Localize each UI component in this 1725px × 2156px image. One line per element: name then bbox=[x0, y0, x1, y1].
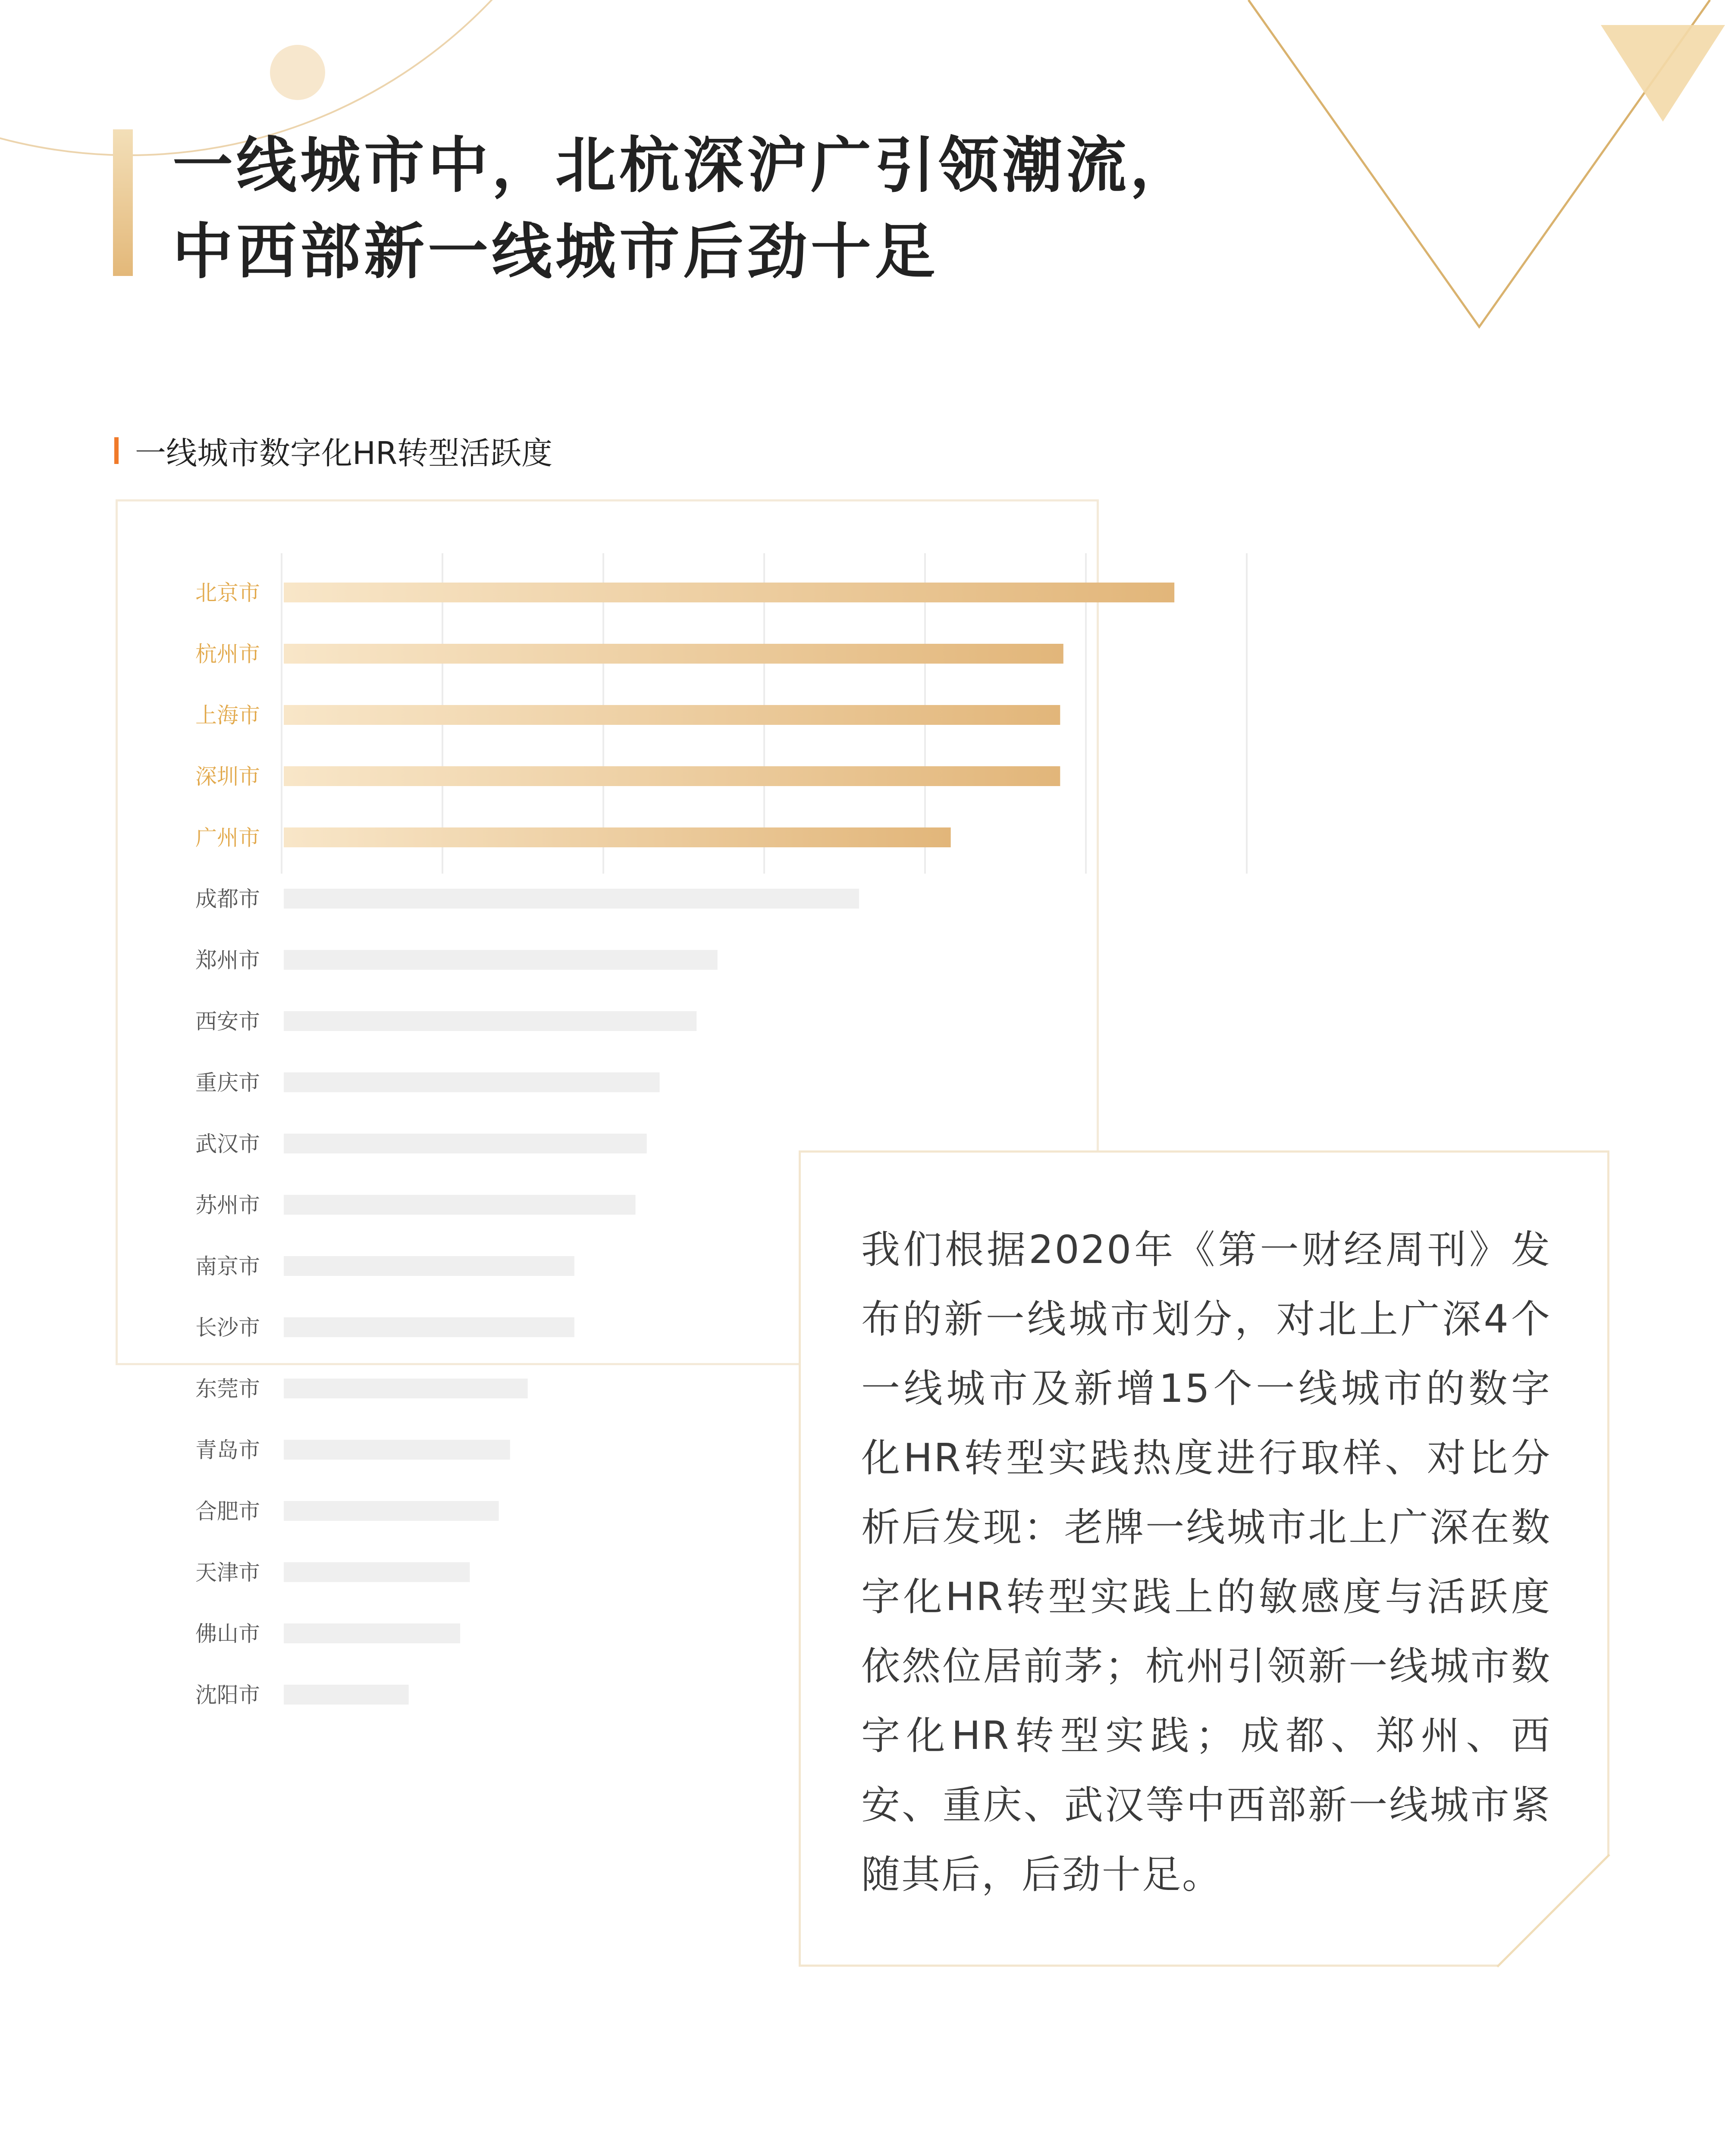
category-label-18: 佛山市 bbox=[195, 1621, 260, 1646]
category-label-15: 青岛市 bbox=[195, 1438, 260, 1463]
bar-9 bbox=[284, 1072, 660, 1092]
category-label-5: 广州市 bbox=[195, 825, 260, 850]
category-label-9: 重庆市 bbox=[195, 1070, 260, 1095]
bar-15 bbox=[284, 1440, 510, 1460]
category-label-4: 深圳市 bbox=[195, 764, 260, 789]
bar-11 bbox=[284, 1195, 636, 1215]
category-label-14: 东莞市 bbox=[195, 1376, 260, 1401]
category-label-13: 长沙市 bbox=[195, 1315, 260, 1340]
page-title bbox=[172, 123, 1194, 295]
bar-7 bbox=[284, 950, 718, 970]
description-box bbox=[799, 1150, 1609, 1967]
category-label-6: 成都市 bbox=[195, 887, 260, 912]
category-label-11: 苏州市 bbox=[195, 1193, 260, 1218]
category-label-1: 北京市 bbox=[195, 580, 260, 605]
category-label-10: 武汉市 bbox=[195, 1131, 260, 1156]
chart-heading-marker bbox=[114, 437, 119, 464]
bar-12 bbox=[284, 1256, 574, 1276]
category-label-16: 合肥市 bbox=[195, 1499, 260, 1524]
page-title-line-2: 中西部新一线城市后劲十足 bbox=[172, 217, 939, 287]
category-label-8: 西安市 bbox=[195, 1009, 260, 1034]
title-accent-bar bbox=[113, 129, 133, 276]
category-label-19: 沈阳市 bbox=[195, 1683, 260, 1708]
bar-13 bbox=[284, 1317, 574, 1337]
category-label-7: 郑州市 bbox=[195, 948, 260, 973]
bar-8 bbox=[284, 1011, 696, 1031]
bar-16 bbox=[284, 1501, 499, 1521]
category-label-12: 南京市 bbox=[195, 1254, 260, 1279]
corner-fold bbox=[1497, 1855, 1609, 1967]
bar-19 bbox=[284, 1685, 409, 1705]
bar-3 bbox=[284, 705, 1060, 725]
bar-18 bbox=[284, 1623, 460, 1643]
category-label-17: 天津市 bbox=[195, 1560, 260, 1585]
bar-2 bbox=[284, 644, 1063, 664]
bar-1 bbox=[284, 583, 1174, 602]
bar-17 bbox=[284, 1562, 470, 1582]
bar-4 bbox=[284, 766, 1060, 786]
chart-heading bbox=[114, 429, 552, 472]
category-label-2: 杭州市 bbox=[195, 642, 260, 667]
page-title-line-1: 一线城市中，北杭深沪广引领潮流， bbox=[172, 131, 1194, 201]
bar-10 bbox=[284, 1134, 647, 1153]
category-label-3: 上海市 bbox=[195, 703, 260, 728]
bar-5 bbox=[284, 827, 951, 847]
bar-6 bbox=[284, 889, 859, 909]
description-text: 我们根据2020年《第一财经周刊》发布的新一线城市划分，对北上广深4个一线城市及新增15个一线城市的数字化HR转型实践热度进行取样、对比分析后发现：老牌一线城市北上广深在数字化HR转型实践上的敏感度与活跃度依然位居前茅；杭州引领新一线城市数字化HR转型实践；成都、郑州、西安、重庆、武汉等中西部新一线城市紧随其后，后劲十足。 bbox=[861, 1227, 1551, 1897]
chart-title: 一线城市数字化HR转型活跃度 bbox=[135, 435, 553, 471]
bar-14 bbox=[284, 1379, 528, 1398]
